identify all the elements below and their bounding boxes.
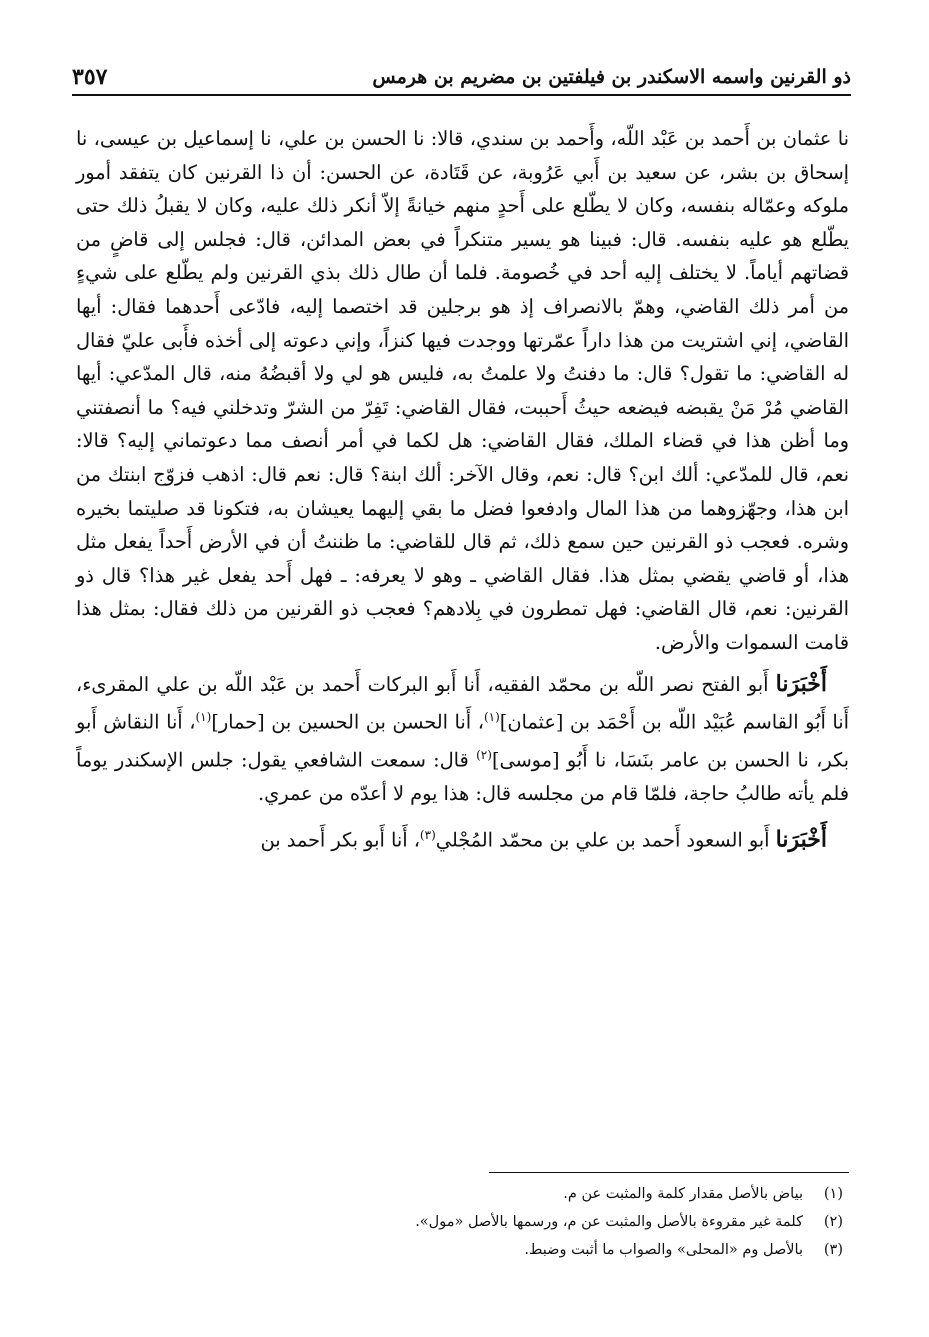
footnote-divider [489,1172,849,1173]
footnote-ref[interactable]: (١) [195,710,212,725]
footnote-text: بالأصل وم «المحلى» والصواب ما أثبت وضبط. [524,1242,803,1258]
page-number: ٣٥٧ [72,64,108,90]
isnad-text: أَبو السعود أَحمد بن علي بن محمّد المُجْلي [435,828,770,852]
paragraph-2 [76,668,849,811]
footnote-item [80,1180,843,1208]
paragraph-3 [76,819,849,857]
akhbarana-keyword: أَخْبَرَنا [775,670,827,697]
isnad-text: ، أَنا النقاش أَبو بكر، نا الحسن بن عامر بنَسَا، نا أَبُو [موسى] [76,710,850,772]
akhbarana-keyword: أَخْبَرَنا [775,826,827,853]
footnotes [80,1180,843,1264]
footnote-item [80,1208,843,1236]
footnote-text: بياض بالأصل مقدار كلمة والمثبت عن م. [563,1186,803,1202]
running-head: ذو القرنين واسمه الاسكندر بن فيلفتين بن مضريم بن هرمس [372,66,851,88]
isnad-text: ، أَنا الحسن بن الحسين بن [حمار] [211,710,484,734]
paragraph-1: نا عثمان بن أَحمد بن عَبْد اللّه، وأَحمد بن سندي، قالا: نا الحسن بن علي، نا إسماعيل بن عيسى، نا إسحاق بن بشر، عن سعيد بن أَبي عَرُوبة، عن قَتَادة، عن الحسن: أن ذا القرنين كان يتفقد أمور ملوكه وعمّاله بنفسه، وكان لا يطّلع على أَحدٍ منهم خيانةً إلاّ أنكر ذلك عليه، وكان لا يقبلُ ذلك حتى يطّلع هو عليه بنفسه. قال: فبينا هو يسير متنكراً في بعض المدائن، قال: فجلس إلى قاضٍ من قضاتهم أياماً. لا يختلف إليه أحد في خُصومة. فلما أن طال ذلك بذي القرنين ولم يطّلع على شيءٍ من أمر ذلك القاضي، وهمّ بالانصراف إذ هو برجلين قد اختصما إليه، فادّعى أَحدهما فقال: أيها القاضي، إني اشتريت من هذا داراً عمّرتها ووجدت فيها كنزاً، وإني دعوته إلى أخذه فأَبى عليّ فقال له القاضي: ما تقول؟ قال: ما دفنتُ ولا علمتُ به، فليس هو لي ولا أقبضُهُ منه، قال المدّعي: أيها القاضي مُرْ مَنْ يقبضه فيضعه حيثُ أَحببت، فقال القاضي: تَفِرّ من الشرّ وتدخلني فيه؟ ما أنصفتني وما أظن هذا في قضاء الملك، فقال القاضي: هل لكما في أمر أنصف مما دعوتماني إليه؟ قالا: نعم، قال للمدّعي: ألك ابن؟ قال: نعم، وقال الآخر: ألك ابنة؟ قال: نعم قال: اذهب فزوّج ابنتك من ابن هذا، وجهّزوهما من هذا المال وادفعوا فضل ما بقي إليهما يعيشان به، فتكونا قد صليتما بخيره وشره. فعجب ذو القرنين حين سمع ذلك، ثم قال للقاضي: ما ظننتُ أن في الأرض أَحداً يفعل مثل هذا، أو قاضي يقضي بمثل هذا. فقال القاضي ـ وهو لا يعرفه: ـ فهل أَحد يفعل غير هذا؟ قال ذو القرنين: نعم، قال القاضي: فهل تمطرون في بِلادهم؟ فعجب ذو القرنين من ذلك فقال: بمثل هذا قامت السموات والأرض. [76,127,849,654]
footnote-item [80,1236,843,1264]
footnote-ref[interactable]: (٢) [476,748,492,763]
footnote-ref[interactable]: (٣) [419,827,436,842]
main-text [76,122,849,857]
footnote-number: (٣) [823,1242,843,1258]
isnad-text: أَبو الفتح نصر اللّه بن محمّد الفقيه، أَنا أَبو البركات أَحمد بن عَبْد اللّه بن علي المقرىء، أَنا أَبُو القاسم عُبَيْد اللّه بن أَحْمَد بن [عثمان] [76,672,849,734]
footnote-number: (٢) [823,1214,843,1230]
footnote-number: (١) [823,1186,843,1202]
narration-text: قال: سمعت الشافعي يقول: جلس الإسكندر يوماً فلم يأته طالبُ حاجة، فلمّا قام من مجلسه قال: هذا يوم لا أعدّه من عمري. [76,748,849,806]
footnote-ref[interactable]: (١) [483,710,500,725]
footnote-text: كلمة غير مقروءة بالأصل والمثبت عن م، ورسمها بالأصل «مول». [415,1214,803,1230]
page-header [72,58,851,96]
isnad-text: ، أَنا أَبو بكر أَحمد بن [260,828,420,852]
